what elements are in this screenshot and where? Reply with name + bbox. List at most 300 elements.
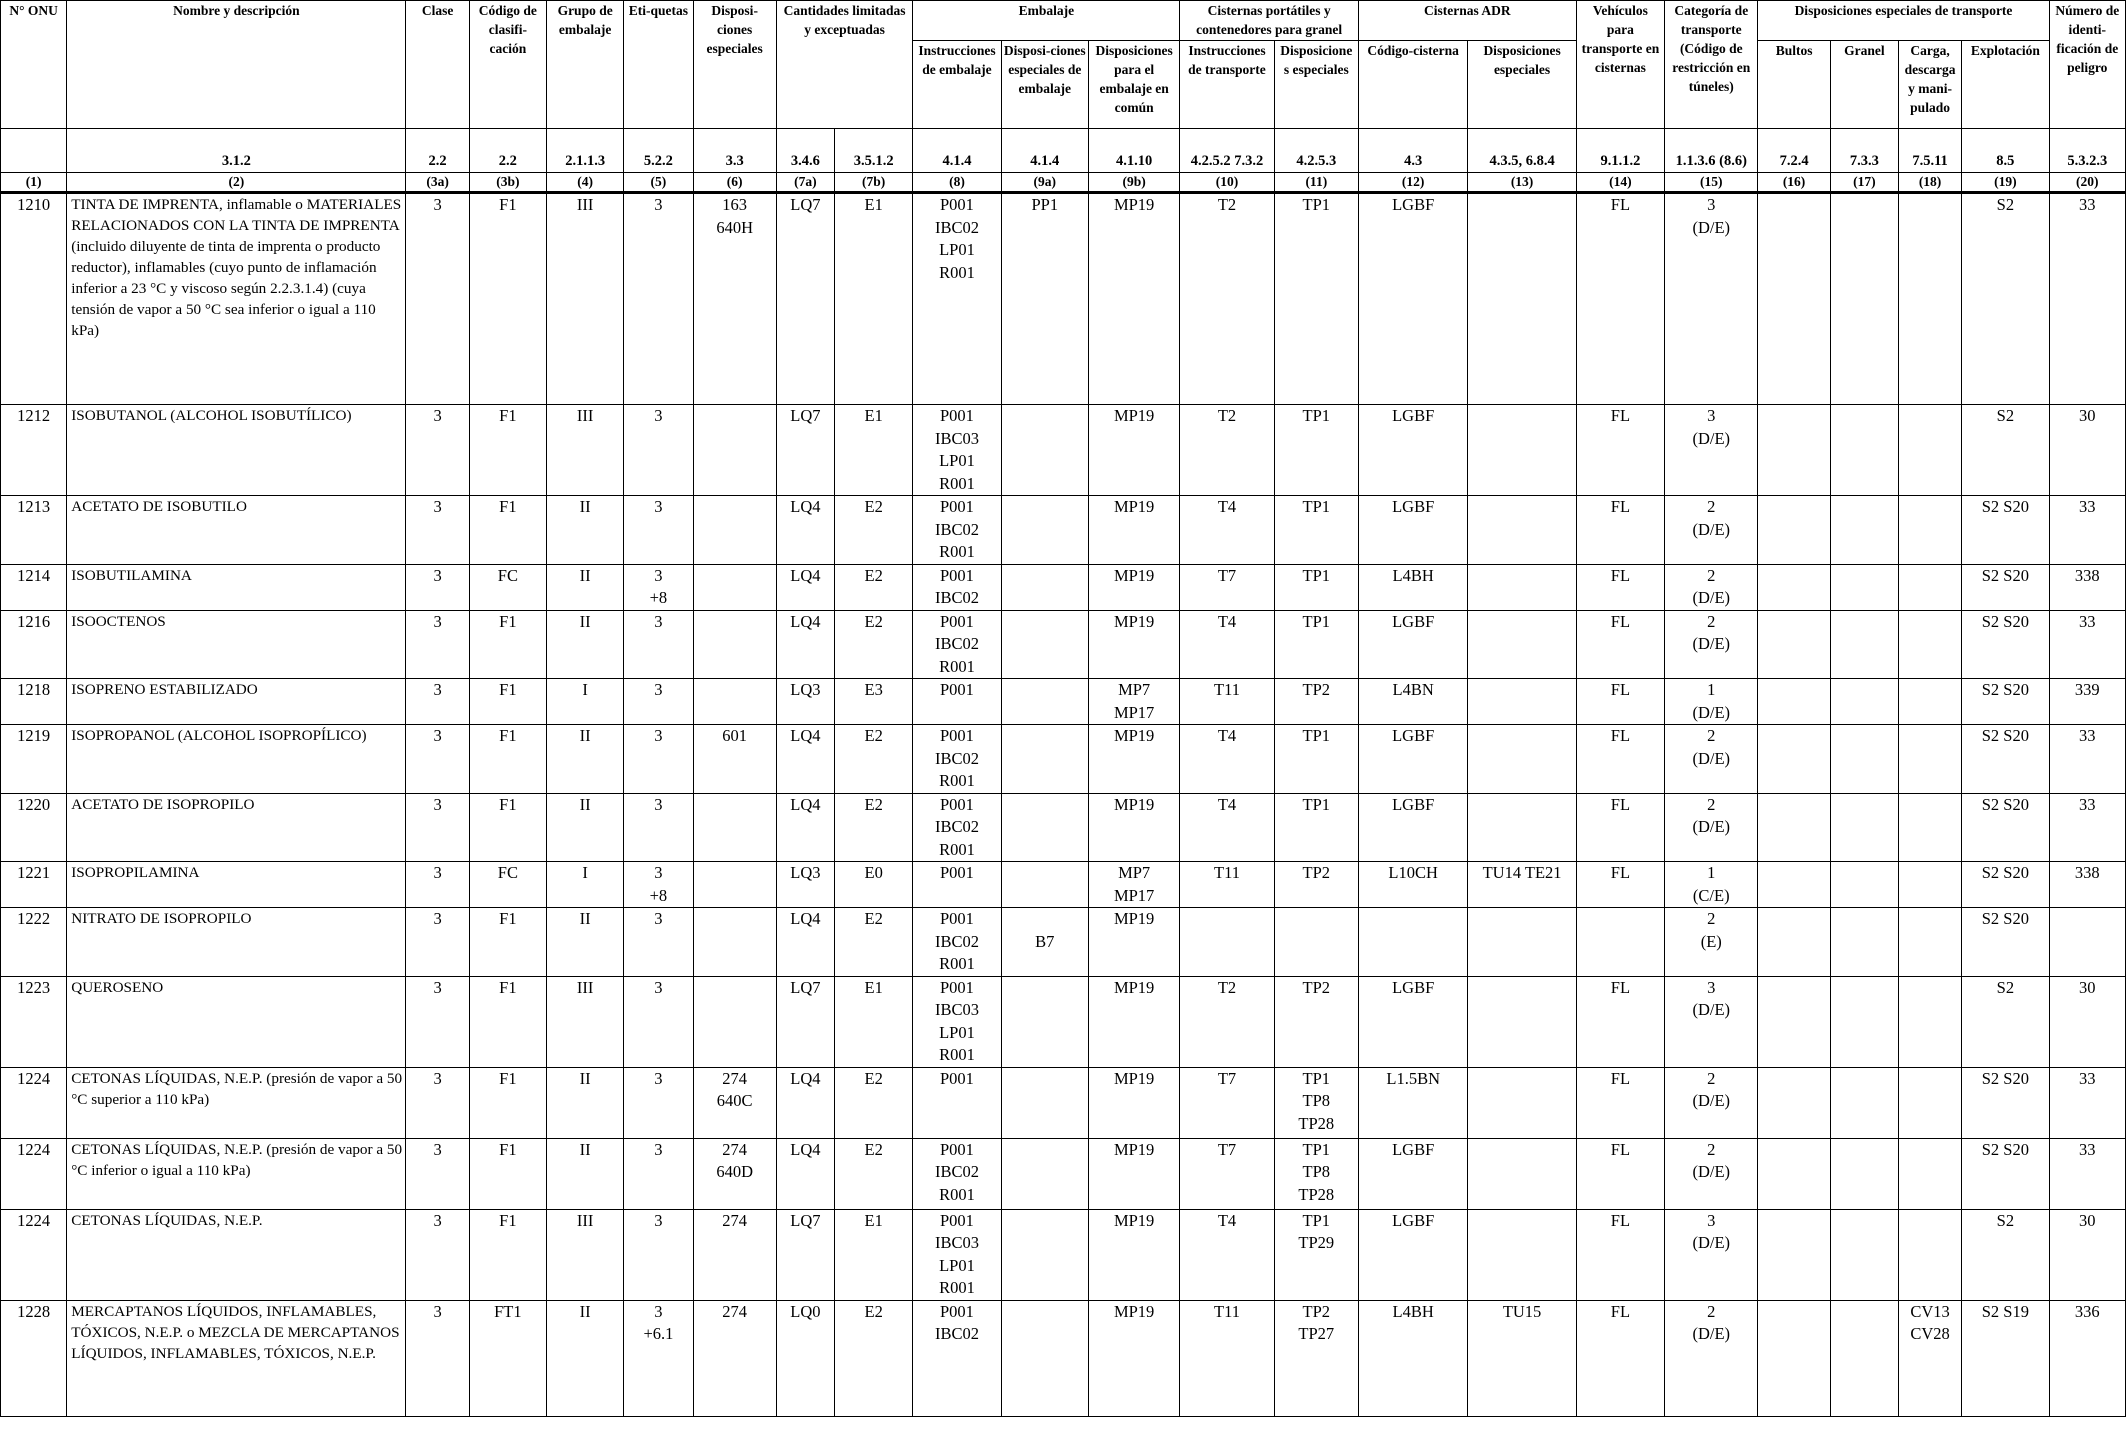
- tank-instr-cell: [1180, 908, 1274, 977]
- tank-instr-cell: T4: [1180, 725, 1274, 794]
- labels-cell: [624, 1138, 693, 1209]
- table-row: [1, 1300, 2126, 1416]
- ref-code: 2.2: [469, 129, 546, 173]
- limited-qty-cell: LQ7: [776, 976, 834, 1067]
- packages-cell: [1758, 496, 1830, 565]
- labels-cell: [624, 976, 693, 1067]
- transport-category-cell-line: (D/E): [1692, 588, 1731, 607]
- name-cell: ISOPROPANOL (ALCOHOL ISOPROPÍLICO): [67, 725, 406, 794]
- mixed-packing-cell-line: MP19: [1113, 1301, 1155, 1321]
- un-cell: 1221: [1, 862, 67, 908]
- tank-special-prov-cell: [1468, 610, 1576, 679]
- tank-special-prov-cell: [1468, 564, 1576, 610]
- packing-instr-cell: [913, 193, 1001, 405]
- tank-special-prov-cell: [1468, 1067, 1576, 1138]
- mixed-packing-cell: [1088, 679, 1179, 725]
- packing-instr-cell-line: IBC02: [934, 748, 979, 768]
- packing-instr-cell-line: P001: [940, 726, 974, 745]
- un-cell: 1216: [1, 610, 67, 679]
- table-row: [1, 193, 2126, 405]
- tank-special-cell-line: TP1: [1302, 1139, 1331, 1159]
- mixed-packing-cell: [1088, 1067, 1179, 1138]
- loading-cell: [1898, 1067, 1961, 1138]
- labels-cell-line: 3: [654, 497, 663, 516]
- limited-qty-cell: LQ0: [776, 1300, 834, 1416]
- transport-category-cell-line: (C/E): [1692, 885, 1730, 905]
- transport-category-cell: [1665, 610, 1758, 679]
- transport-category-cell: [1665, 496, 1758, 565]
- pg-cell: I: [547, 862, 624, 908]
- special-packing-cell: [1001, 564, 1088, 610]
- tank-special-cell-line: TP27: [1298, 1324, 1335, 1343]
- mixed-packing-cell-line: MP19: [1113, 977, 1155, 997]
- packing-instr-cell-line: P001: [940, 497, 974, 516]
- excepted-qty-cell: E2: [835, 564, 913, 610]
- vehicle-cell: FL: [1576, 1067, 1664, 1138]
- loading-cell: [1898, 1138, 1961, 1209]
- operation-cell: S2 S20: [1962, 1138, 2049, 1209]
- bulk-cell: [1830, 1209, 1898, 1300]
- tank-special-cell: [1274, 725, 1358, 794]
- tank-special-cell: [1274, 1067, 1358, 1138]
- packages-cell: [1758, 1138, 1830, 1209]
- column-number: (2): [67, 173, 406, 193]
- packing-instr-cell-line: P001: [940, 565, 974, 585]
- labels-cell-line: 3: [654, 406, 663, 425]
- header-tank-special: Disposicione s especiales: [1274, 41, 1358, 129]
- name-cell: ACETATO DE ISOPROPILO: [67, 793, 406, 862]
- labels-cell-line: 3: [654, 909, 663, 928]
- excepted-qty-cell: E2: [835, 1067, 913, 1138]
- code-cell: FC: [469, 862, 546, 908]
- header-hazard-id: Número de identi-ficación de peligro: [2049, 1, 2125, 129]
- tank-special-cell-line: TP1: [1302, 611, 1331, 631]
- bulk-cell: [1830, 1300, 1898, 1416]
- code-cell: F1: [469, 976, 546, 1067]
- transport-category-cell-line: (D/E): [1692, 1091, 1731, 1110]
- transport-category-cell-line: 2: [1707, 1139, 1716, 1159]
- header-tank-vehicles: Vehículos para transporte en cisternas: [1576, 1, 1664, 129]
- tank-instr-cell: T7: [1180, 1067, 1274, 1138]
- packing-instr-cell: [913, 862, 1001, 908]
- limited-qty-cell: LQ7: [776, 193, 834, 405]
- limited-qty-cell: LQ4: [776, 725, 834, 794]
- hazard-id-cell: 30: [2049, 405, 2125, 496]
- transport-category-cell-line: (D/E): [1692, 634, 1731, 653]
- hazard-id-cell: 33: [2049, 496, 2125, 565]
- operation-cell: S2: [1962, 976, 2049, 1067]
- labels-cell-line: 3: [654, 195, 663, 214]
- packing-instr-cell-line: LP01: [939, 451, 975, 470]
- transport-category-cell: [1665, 405, 1758, 496]
- class-cell: 3: [406, 564, 469, 610]
- excepted-qty-cell: E1: [835, 405, 913, 496]
- name-cell: ISOPRENO ESTABILIZADO: [67, 679, 406, 725]
- tank-special-cell-line: TP1: [1302, 565, 1331, 585]
- header-portable-tanks-group: Cisternas portátiles y contenedores para granel: [1180, 1, 1359, 41]
- packing-instr-cell-line: LP01: [939, 1022, 975, 1042]
- limited-qty-cell: LQ7: [776, 405, 834, 496]
- vehicle-cell: FL: [1576, 679, 1664, 725]
- hazard-id-cell: 339: [2049, 679, 2125, 725]
- transport-category-cell-line: (D/E): [1692, 702, 1731, 722]
- column-number: (20): [2049, 173, 2125, 193]
- tank-instr-cell: T4: [1180, 793, 1274, 862]
- excepted-qty-cell: E2: [835, 1138, 913, 1209]
- code-cell: F1: [469, 1209, 546, 1300]
- transport-category-cell-line: 2: [1707, 909, 1716, 928]
- packing-instr-cell: [913, 679, 1001, 725]
- transport-category-cell-line: 2: [1707, 726, 1716, 745]
- limited-qty-cell: LQ4: [776, 908, 834, 977]
- transport-category-cell-line: 3: [1707, 406, 1716, 425]
- ref-labels: 5.2.2: [624, 129, 693, 173]
- tank-code-cell: L1.5BN: [1358, 1067, 1467, 1138]
- vehicle-cell: FL: [1576, 193, 1664, 405]
- pg-cell: III: [547, 193, 624, 405]
- bulk-cell: [1830, 793, 1898, 862]
- name-cell: ISOBUTANOL (ALCOHOL ISOBUTÍLICO): [67, 405, 406, 496]
- bulk-cell: [1830, 193, 1898, 405]
- hazard-id-cell: [2049, 908, 2125, 977]
- excepted-qty-cell: E2: [835, 610, 913, 679]
- operation-cell: S2: [1962, 193, 2049, 405]
- header-tank-instructions: Instrucciones de transporte: [1180, 41, 1274, 129]
- mixed-packing-cell-line: MP19: [1113, 1210, 1155, 1230]
- header-limited-quantities: Cantidades limitadas y exceptuadas: [776, 1, 912, 129]
- labels-cell-line: 3: [654, 1068, 663, 1088]
- column-number: (1): [1, 173, 67, 193]
- tank-instr-cell: T2: [1180, 976, 1274, 1067]
- class-cell: 3: [406, 610, 469, 679]
- special-provisions-cell-line: 274: [722, 1210, 748, 1230]
- packages-cell: [1758, 610, 1830, 679]
- packing-instr-cell-line: LP01: [939, 1255, 975, 1275]
- tank-special-cell: [1274, 1209, 1358, 1300]
- operation-cell: S2 S20: [1962, 862, 2049, 908]
- tank-special-cell-line: TP1: [1302, 794, 1331, 814]
- pg-cell: II: [547, 725, 624, 794]
- table-row: [1, 793, 2126, 862]
- packing-instr-cell-line: P001: [940, 1068, 974, 1088]
- column-number: (10): [1180, 173, 1274, 193]
- loading-cell: [1898, 1209, 1961, 1300]
- bulk-cell: [1830, 679, 1898, 725]
- special-provisions-cell-line: 274: [722, 1139, 748, 1159]
- special-provisions-cell-line: 601: [722, 726, 748, 745]
- tank-code-cell: L10CH: [1358, 862, 1467, 908]
- pg-cell: II: [547, 1138, 624, 1209]
- column-number: (16): [1758, 173, 1830, 193]
- hazard-id-cell: 30: [2049, 976, 2125, 1067]
- tank-instr-cell: T2: [1180, 193, 1274, 405]
- tank-instr-cell: T2: [1180, 405, 1274, 496]
- loading-cell: [1898, 496, 1961, 565]
- packing-instr-cell: [913, 1300, 1001, 1416]
- labels-cell: [624, 1067, 693, 1138]
- header-transport-category: Categoría de transporte (Código de restricción en túneles): [1665, 1, 1758, 129]
- header-name: Nombre y descripción: [67, 1, 406, 129]
- transport-category-cell: [1665, 679, 1758, 725]
- name-cell: ACETATO DE ISOBUTILO: [67, 496, 406, 565]
- ref-mix: 4.1.10: [1088, 129, 1179, 173]
- table-row: [1, 1067, 2126, 1138]
- name-cell: TINTA DE IMPRENTA, inflamable o MATERIALES RELACIONADOS CON LA TINTA DE IMPRENTA (incluido diluyente de tinta de imprenta o producto reductor), inflamables (cuyo punto de inflamación inferior a 23 °C y viscoso según 2.2.3.1.4) (cuya tensión de vapor a 50 °C sea inferior o igual a 110 kPa): [67, 193, 406, 405]
- pg-cell: II: [547, 564, 624, 610]
- labels-cell-line: 3: [654, 726, 663, 745]
- bulk-cell: [1830, 1067, 1898, 1138]
- header-packaging-group: Embalaje: [913, 1, 1180, 41]
- packages-cell: [1758, 1067, 1830, 1138]
- header-special-packing: Disposi-ciones especiales de embalaje: [1001, 41, 1088, 129]
- header-special-provisions: Disposi-ciones especiales: [693, 1, 776, 129]
- bulk-cell: [1830, 862, 1898, 908]
- limited-qty-cell: LQ3: [776, 862, 834, 908]
- vehicle-cell: FL: [1576, 793, 1664, 862]
- code-cell: FC: [469, 564, 546, 610]
- table-row: [1, 496, 2126, 565]
- packages-cell: [1758, 1209, 1830, 1300]
- header-packages: Bultos: [1758, 41, 1830, 129]
- special-packing-cell: [1001, 725, 1088, 794]
- mixed-packing-cell-line: MP7: [1118, 863, 1151, 882]
- operation-cell: S2: [1962, 1209, 2049, 1300]
- un-cell: 1223: [1, 976, 67, 1067]
- transport-category-cell-line: (D/E): [1692, 1233, 1731, 1252]
- mixed-packing-cell-line: MP19: [1113, 1139, 1155, 1159]
- tank-special-cell: [1274, 679, 1358, 725]
- loading-cell: [1898, 725, 1961, 794]
- labels-cell: [624, 564, 693, 610]
- pg-cell: III: [547, 1209, 624, 1300]
- column-number: (19): [1962, 173, 2049, 193]
- special-provisions-cell-line: 163: [722, 195, 748, 214]
- loading-cell-line: CV13: [1910, 1301, 1950, 1321]
- excepted-qty-cell: E0: [835, 862, 913, 908]
- ref-veh: 9.1.1.2: [1576, 129, 1664, 173]
- vehicle-cell: FL: [1576, 610, 1664, 679]
- column-number: (12): [1358, 173, 1467, 193]
- labels-cell-line: 3: [654, 565, 663, 585]
- special-packing-cell: [1001, 1209, 1088, 1300]
- ref-psp: 4.1.4: [1001, 129, 1088, 173]
- pg-cell: II: [547, 610, 624, 679]
- un-cell: 1218: [1, 679, 67, 725]
- ref-pkgs: 7.2.4: [1758, 129, 1830, 173]
- packing-instr-cell-line: P001: [940, 1210, 974, 1230]
- tank-special-prov-cell: [1468, 1138, 1576, 1209]
- transport-category-cell-line: 1: [1707, 863, 1716, 882]
- packing-instr-cell: [913, 908, 1001, 977]
- tank-code-cell: LGBF: [1358, 405, 1467, 496]
- packing-instr-cell: [913, 1067, 1001, 1138]
- limited-qty-cell: LQ4: [776, 564, 834, 610]
- packing-instr-cell-line: P001: [940, 863, 974, 882]
- header-packing-group: Grupo de embalaje: [547, 1, 624, 129]
- transport-category-cell-line: 3: [1707, 977, 1716, 997]
- packing-instr-cell: [913, 405, 1001, 496]
- tank-special-prov-cell: [1468, 496, 1576, 565]
- tank-special-cell: [1274, 1300, 1358, 1416]
- loading-cell: [1898, 193, 1961, 405]
- column-number: (4): [547, 173, 624, 193]
- labels-cell: [624, 679, 693, 725]
- packing-instr-cell-line: IBC02: [934, 931, 979, 951]
- special-packing-cell: [1001, 1138, 1088, 1209]
- mixed-packing-cell-line: MP19: [1113, 497, 1155, 516]
- ref-tcode: 4.3: [1358, 129, 1467, 173]
- tank-code-cell: LGBF: [1358, 976, 1467, 1067]
- bulk-cell: [1830, 405, 1898, 496]
- packing-instr-cell-line: P001: [940, 195, 974, 214]
- packing-instr-cell-line: P001: [940, 680, 974, 699]
- transport-category-cell-line: 3: [1707, 195, 1716, 214]
- name-cell: NITRATO DE ISOPROPILO: [67, 908, 406, 977]
- packing-instr-cell-line: IBC02: [934, 817, 979, 836]
- ref-bulk: 7.3.3: [1830, 129, 1898, 173]
- loading-cell: [1898, 405, 1961, 496]
- pg-cell: III: [547, 976, 624, 1067]
- name-cell: ISOBUTILAMINA: [67, 564, 406, 610]
- special-provisions-cell: [693, 496, 776, 565]
- tank-special-cell-line: TP2: [1302, 680, 1331, 699]
- loading-cell: [1898, 564, 1961, 610]
- tank-instr-cell: T4: [1180, 1209, 1274, 1300]
- packing-instr-cell-line: R001: [939, 954, 975, 973]
- mixed-packing-cell-line: MP19: [1113, 406, 1155, 425]
- header-tank-special-provisions: Disposiciones especiales: [1468, 41, 1576, 129]
- excepted-qty-cell: E2: [835, 908, 913, 977]
- tank-special-cell: [1274, 1138, 1358, 1209]
- operation-cell: S2 S20: [1962, 679, 2049, 725]
- tank-special-prov-cell: TU14 TE21: [1468, 862, 1576, 908]
- code-cell: F1: [469, 725, 546, 794]
- mixed-packing-cell: [1088, 976, 1179, 1067]
- tank-special-cell-line: TP2: [1302, 977, 1331, 997]
- column-number-row: [1, 173, 2126, 193]
- operation-cell: S2 S20: [1962, 1067, 2049, 1138]
- packages-cell: [1758, 564, 1830, 610]
- column-number: (3b): [469, 173, 546, 193]
- special-provisions-cell: [693, 725, 776, 794]
- table-row: [1, 1209, 2126, 1300]
- tank-code-cell: LGBF: [1358, 1138, 1467, 1209]
- transport-category-cell-line: 2: [1707, 611, 1716, 631]
- transport-category-cell-line: 2: [1707, 497, 1716, 516]
- labels-cell-line: 3: [654, 680, 663, 699]
- transport-category-cell-line: (D/E): [1692, 1324, 1731, 1343]
- code-cell: F1: [469, 908, 546, 977]
- transport-category-cell-line: 2: [1707, 1301, 1716, 1321]
- packing-instr-cell-line: IBC02: [934, 1162, 979, 1181]
- header-packing-instructions: Instrucciones de embalaje: [913, 41, 1001, 129]
- column-number: (18): [1898, 173, 1961, 193]
- header-tank-code: Código-cisterna: [1358, 41, 1467, 129]
- pg-cell: II: [547, 793, 624, 862]
- special-provisions-cell-line: 274: [722, 1068, 748, 1088]
- tank-special-cell: [1274, 908, 1358, 977]
- tank-instr-cell: T7: [1180, 564, 1274, 610]
- hazard-id-cell: 30: [2049, 1209, 2125, 1300]
- tank-special-prov-cell: [1468, 725, 1576, 794]
- tank-instr-cell: T4: [1180, 610, 1274, 679]
- labels-cell: [624, 725, 693, 794]
- transport-category-cell: [1665, 1067, 1758, 1138]
- tank-instr-cell: T11: [1180, 1300, 1274, 1416]
- header-labels: Eti-quetas: [624, 1, 693, 129]
- ref-tspec: 4.3.5, 6.8.4: [1468, 129, 1576, 173]
- tank-special-cell-line: TP1: [1302, 195, 1331, 214]
- packing-instr-cell-line: IBC02: [934, 1324, 979, 1343]
- special-provisions-cell: [693, 1138, 776, 1209]
- vehicle-cell: FL: [1576, 725, 1664, 794]
- transport-category-cell-line: (D/E): [1692, 428, 1731, 448]
- un-cell: 1220: [1, 793, 67, 862]
- tank-special-cell-line: TP2: [1302, 1301, 1331, 1321]
- tank-code-cell: LGBF: [1358, 193, 1467, 405]
- packages-cell: [1758, 405, 1830, 496]
- special-packing-cell: [1001, 1067, 1088, 1138]
- mixed-packing-cell: [1088, 862, 1179, 908]
- packing-instr-cell-line: P001: [940, 794, 974, 814]
- tank-special-cell: [1274, 976, 1358, 1067]
- tank-code-cell: LGBF: [1358, 496, 1467, 565]
- special-packing-cell-line: PP1: [1031, 195, 1059, 214]
- labels-cell-line: 3: [654, 1139, 663, 1159]
- tank-special-cell: [1274, 610, 1358, 679]
- tank-special-prov-cell: [1468, 679, 1576, 725]
- bulk-cell: [1830, 976, 1898, 1067]
- ref-ti: 4.2.5.2 7.3.2: [1180, 129, 1274, 173]
- operation-cell: S2 S20: [1962, 793, 2049, 862]
- ref-ops: 8.5: [1962, 129, 2049, 173]
- vehicle-cell: FL: [1576, 564, 1664, 610]
- special-packing-cell: [1001, 193, 1088, 405]
- labels-cell: [624, 496, 693, 565]
- limited-qty-cell: LQ4: [776, 610, 834, 679]
- ref-cat: 1.1.3.6 (8.6): [1665, 129, 1758, 173]
- ref-class: 2.2: [406, 129, 469, 173]
- code-cell: F1: [469, 1138, 546, 1209]
- tank-code-cell: LGBF: [1358, 610, 1467, 679]
- class-cell: 3: [406, 1138, 469, 1209]
- special-provisions-cell: [693, 610, 776, 679]
- column-number: (9b): [1088, 173, 1179, 193]
- labels-cell-line: +8: [649, 885, 668, 905]
- header-classification-code: Código de clasifi-cación: [469, 1, 546, 129]
- labels-cell: [624, 862, 693, 908]
- class-cell: 3: [406, 193, 469, 405]
- operation-cell: S2: [1962, 405, 2049, 496]
- tank-special-cell: [1274, 564, 1358, 610]
- limited-qty-cell: LQ3: [776, 679, 834, 725]
- transport-category-cell: [1665, 862, 1758, 908]
- packing-instr-cell: [913, 564, 1001, 610]
- ref-pg: 2.1.1.3: [547, 129, 624, 173]
- packing-instr-cell-line: P001: [940, 1301, 974, 1321]
- un-cell: 1212: [1, 405, 67, 496]
- tank-special-cell: [1274, 793, 1358, 862]
- packing-instr-cell: [913, 976, 1001, 1067]
- packing-instr-cell-line: LP01: [939, 240, 975, 259]
- column-number: (3a): [406, 173, 469, 193]
- transport-category-cell: [1665, 1209, 1758, 1300]
- transport-category-cell: [1665, 793, 1758, 862]
- name-cell: ISOPROPILAMINA: [67, 862, 406, 908]
- special-packing-cell: [1001, 405, 1088, 496]
- code-cell: F1: [469, 193, 546, 405]
- special-provisions-cell-line: 274: [722, 1301, 748, 1321]
